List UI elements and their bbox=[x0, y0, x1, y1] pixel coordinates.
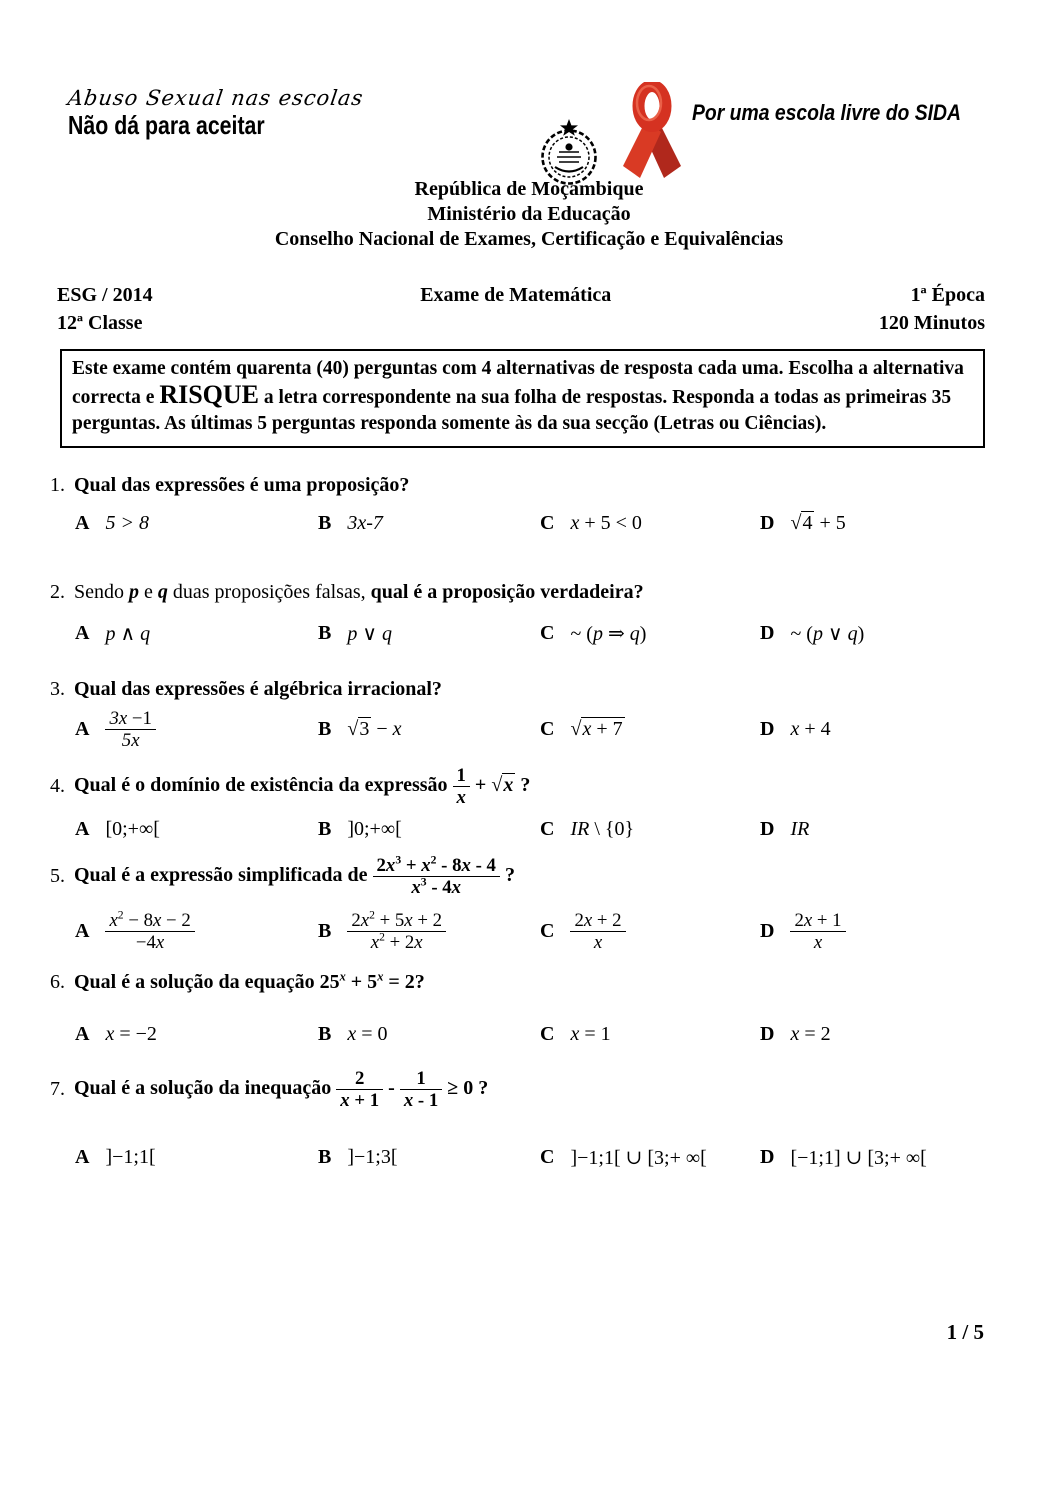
options-row bbox=[50, 512, 996, 535]
option-expression: $\frac{x^2 - 8x - 2}{-4x}$ bbox=[105, 910, 194, 953]
option-letter: D bbox=[760, 512, 775, 534]
question-number: 6. bbox=[50, 970, 65, 993]
option-expression: p ∨ q bbox=[347, 623, 392, 645]
header-council: Conselho Nacional de Exames, Certificação e Equivalências bbox=[274, 228, 784, 250]
question-text: Qual das expressões é algébrica irracional? bbox=[74, 678, 442, 700]
question-1 bbox=[50, 472, 996, 535]
option-expression: x + 4 bbox=[790, 718, 831, 741]
option-expression: ]−1;1[ ∪ [3;+ ∞[ bbox=[570, 1147, 707, 1170]
question-text: Sendo p e q duas proposições falsas, qual é a proposição verdadeira? bbox=[74, 581, 644, 603]
option-expression: √3 − x bbox=[347, 718, 402, 741]
option-letter: B bbox=[318, 1146, 332, 1169]
question-5 bbox=[50, 855, 996, 953]
option-a bbox=[75, 1023, 318, 1046]
option-letter: C bbox=[540, 818, 555, 841]
question-2 bbox=[50, 579, 996, 646]
option-expression: [−1;1] ∪ [3;+ ∞[ bbox=[790, 1147, 927, 1170]
option-expression: 3x-7 bbox=[347, 512, 383, 534]
ribbon-slogan: Por uma escola livre do SIDA bbox=[692, 100, 961, 125]
option-expression: ]−1;3[ bbox=[347, 1146, 398, 1169]
option-expression: IR bbox=[790, 818, 810, 841]
option-d bbox=[760, 910, 996, 953]
option-letter: C bbox=[540, 622, 555, 644]
option-letter: A bbox=[75, 1023, 90, 1046]
campaign-slogan-script: Abuso Sexual nas escolas bbox=[66, 86, 366, 110]
option-expression: [0;+∞[ bbox=[105, 818, 160, 841]
options-row bbox=[50, 708, 996, 751]
aids-ribbon-icon bbox=[612, 82, 692, 187]
government-header bbox=[0, 177, 1058, 252]
option-c bbox=[540, 910, 760, 953]
question-6 bbox=[50, 969, 996, 1046]
exam-info-left bbox=[57, 281, 153, 337]
instructions-box: Este exame contém quarenta (40) perguntas com 4 alternativas de resposta cada uma. Escolha a alternativa correcta e RISQUE a letra correspondente na sua folha de respostas. Responda a todas as primeiras 35 perguntas. As últimas 5 perguntas responda somente às da sua secção (Letras ou Ciências). bbox=[60, 349, 985, 448]
options-row bbox=[50, 621, 996, 646]
question-text: Qual das expressões é uma proposição? bbox=[74, 474, 410, 496]
option-b bbox=[318, 718, 540, 741]
option-letter: D bbox=[760, 718, 775, 741]
option-c bbox=[540, 512, 760, 535]
exam-duration: 120 Minutos bbox=[878, 312, 985, 334]
option-d bbox=[760, 1023, 996, 1046]
option-letter: D bbox=[760, 622, 775, 644]
option-letter: D bbox=[760, 1023, 775, 1046]
option-d bbox=[760, 818, 996, 841]
header-ministry: Ministério da Educação bbox=[427, 203, 631, 225]
option-a bbox=[75, 818, 318, 841]
question-7 bbox=[50, 1068, 996, 1170]
question-text: Qual é a solução da inequação $\frac{2}{x + 1}$ - $\frac{1}{x - 1}$ ≥ 0 ? bbox=[74, 1068, 489, 1112]
option-a bbox=[75, 708, 318, 751]
option-expression: $\frac{2x + 2}{x}$ bbox=[570, 910, 625, 953]
campaign-block bbox=[66, 86, 366, 140]
option-expression: IR \ {0} bbox=[570, 818, 635, 841]
question-number: 3. bbox=[50, 677, 65, 700]
exam-info-row bbox=[57, 281, 985, 337]
option-expression: x = −2 bbox=[105, 1023, 157, 1046]
option-expression: ~ (p ∨ q) bbox=[790, 623, 865, 645]
option-expression: x = 1 bbox=[570, 1023, 611, 1046]
option-letter: A bbox=[75, 818, 90, 841]
option-letter: D bbox=[760, 818, 775, 841]
option-letter: C bbox=[540, 512, 555, 534]
option-b bbox=[318, 512, 540, 535]
campaign-slogan-bold: Não dá para aceitar bbox=[68, 110, 265, 140]
question-stem bbox=[50, 676, 996, 702]
option-a bbox=[75, 621, 318, 646]
question-text: Qual é a solução da equação $25^x + 5^x = 2$? bbox=[74, 969, 425, 994]
option-letter: D bbox=[760, 1146, 775, 1169]
option-c bbox=[540, 1023, 760, 1046]
option-expression: ]−1;1[ bbox=[105, 1146, 156, 1169]
option-d bbox=[760, 621, 996, 646]
option-expression: p ∧ q bbox=[105, 623, 151, 645]
option-letter: A bbox=[75, 718, 90, 741]
question-stem bbox=[50, 969, 996, 995]
option-letter: B bbox=[318, 622, 332, 644]
exam-info-right bbox=[879, 281, 985, 337]
question-stem bbox=[50, 765, 996, 808]
option-b bbox=[318, 910, 540, 953]
exam-title: Exame de Matemática bbox=[420, 284, 612, 306]
option-a bbox=[75, 1146, 318, 1169]
options-row bbox=[50, 1145, 996, 1170]
option-expression: x + 5 < 0 bbox=[570, 512, 642, 534]
question-stem bbox=[50, 472, 996, 498]
option-c bbox=[540, 1145, 760, 1170]
option-letter: A bbox=[75, 920, 90, 943]
option-c bbox=[540, 818, 760, 841]
question-stem bbox=[50, 855, 996, 898]
option-letter: A bbox=[75, 622, 90, 644]
option-a bbox=[75, 910, 318, 953]
option-c bbox=[540, 621, 760, 646]
option-letter: C bbox=[540, 1023, 555, 1046]
question-4 bbox=[50, 765, 996, 841]
option-expression: $\frac{2x^2 + 5x + 2}{x^2 + 2x}$ bbox=[347, 910, 446, 953]
questions-list bbox=[50, 472, 996, 1170]
option-letter: B bbox=[318, 718, 332, 741]
option-letter: B bbox=[318, 818, 332, 841]
option-b bbox=[318, 818, 540, 841]
exam-epoch: 1ª Época bbox=[910, 284, 985, 306]
options-row bbox=[50, 1023, 996, 1046]
option-expression: ~ (p ⇒ q) bbox=[570, 623, 647, 645]
question-stem bbox=[50, 579, 996, 605]
option-b bbox=[318, 1023, 540, 1046]
options-row bbox=[50, 818, 996, 841]
option-expression: ]0;+∞[ bbox=[347, 818, 402, 841]
page-number: 1 / 5 bbox=[946, 1320, 984, 1344]
option-expression: x = 2 bbox=[790, 1023, 831, 1046]
option-letter: B bbox=[318, 512, 332, 534]
question-stem bbox=[50, 1068, 996, 1111]
option-c bbox=[540, 718, 760, 741]
option-letter: D bbox=[760, 920, 775, 943]
option-b bbox=[318, 621, 540, 646]
question-number: 4. bbox=[50, 775, 65, 798]
option-expression: √x + 7 bbox=[570, 718, 623, 741]
question-number: 5. bbox=[50, 865, 65, 888]
question-number: 1. bbox=[50, 473, 65, 496]
question-number: 7. bbox=[50, 1078, 65, 1101]
option-letter: C bbox=[540, 920, 555, 943]
option-d bbox=[760, 718, 996, 741]
option-b bbox=[318, 1146, 540, 1169]
option-letter: C bbox=[540, 718, 555, 741]
option-expression: $\frac{3x -1}{5x}$ bbox=[105, 708, 155, 751]
option-d bbox=[760, 1145, 996, 1170]
option-expression: $\frac{2x + 1}{x}$ bbox=[790, 910, 845, 953]
option-a bbox=[75, 512, 318, 535]
question-text: Qual é o domínio de existência da expressão $\frac{1}{x}$ + √x ? bbox=[74, 765, 531, 809]
question-3 bbox=[50, 676, 996, 751]
option-expression: √4 + 5 bbox=[790, 512, 846, 534]
header-country: República de Moçambique bbox=[414, 178, 644, 200]
option-d bbox=[760, 512, 996, 535]
option-letter: B bbox=[318, 1023, 332, 1046]
option-expression: 5 > 8 bbox=[105, 512, 149, 534]
option-expression: x = 0 bbox=[347, 1023, 388, 1046]
exam-grade: 12ª Classe bbox=[57, 312, 143, 334]
option-letter: A bbox=[75, 512, 90, 534]
question-number: 2. bbox=[50, 580, 65, 603]
options-row bbox=[50, 910, 996, 953]
option-letter: C bbox=[540, 1146, 555, 1169]
exam-program: ESG / 2014 bbox=[57, 284, 153, 306]
option-letter: A bbox=[75, 1146, 90, 1169]
option-letter: B bbox=[318, 920, 332, 943]
question-text: Qual é a expressão simplificada de $\frac{2x^3 + x^2 - 8x - 4}{x^3 - 4x}$ ? bbox=[74, 853, 515, 899]
